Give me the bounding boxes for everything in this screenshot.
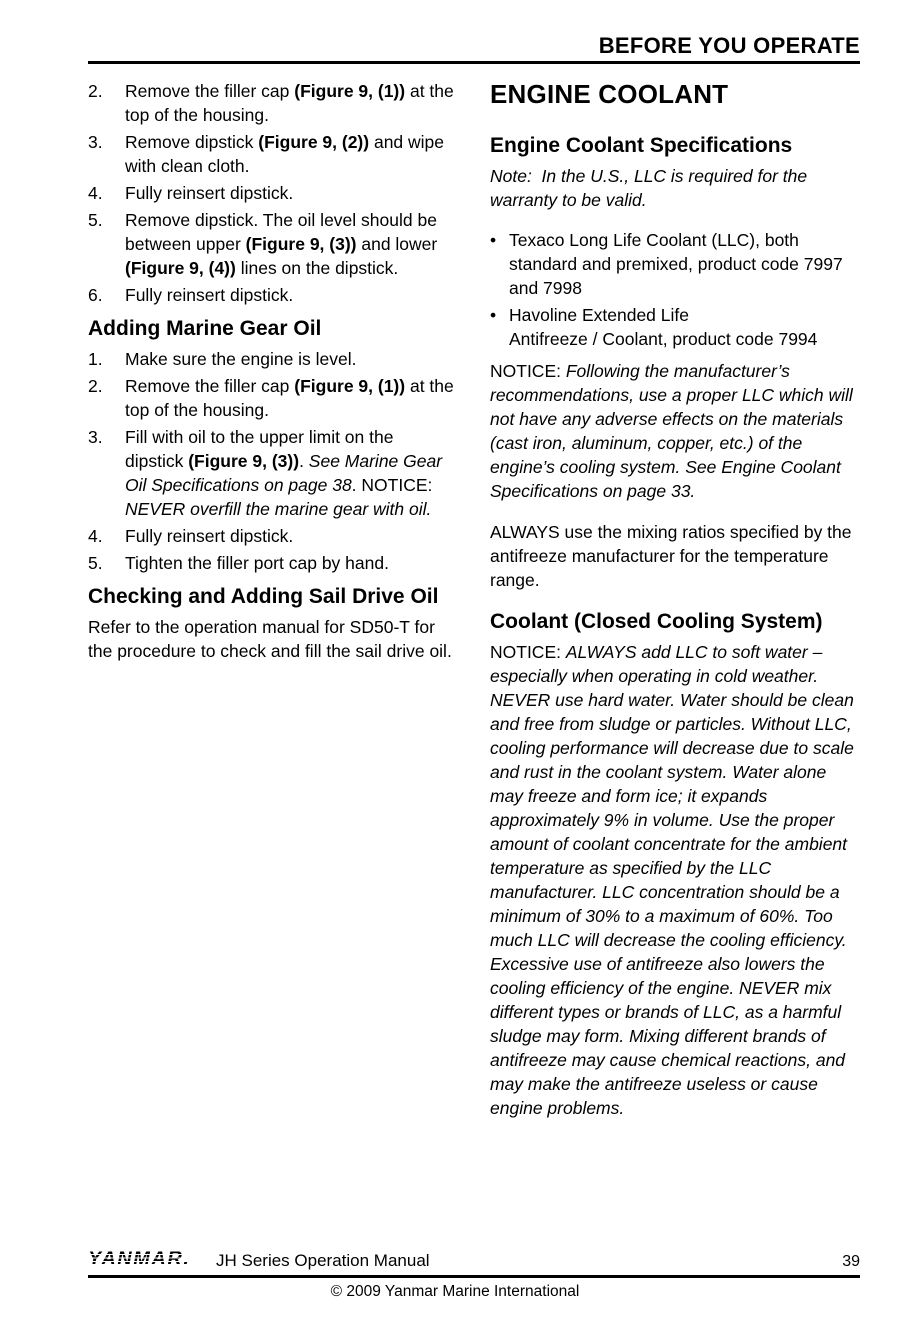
section-heading-adding-marine-gear-oil: Adding Marine Gear Oil	[88, 317, 322, 340]
bullet-item	[490, 228, 862, 300]
text-run: Make sure the engine is level.	[125, 349, 357, 369]
always-mixing-ratios-paragraph: ALWAYS use the mixing ratios specified by the antifreeze manufacturer for the temperature range.	[490, 522, 852, 590]
paragraph-sail-drive: Refer to the operation manual for SD50-T for the procedure to check and fill the sail drive oil.	[88, 617, 452, 661]
section-heading-sail-drive-oil: Checking and Adding Sail Drive Oil	[88, 585, 439, 608]
list-item-number: 4.	[88, 183, 103, 203]
text-run: . NOTICE:	[351, 475, 433, 495]
page-footer	[88, 1246, 860, 1274]
text-run: (Figure 9, (1))	[294, 376, 406, 396]
coolant-bullet-list	[490, 228, 862, 351]
list-item	[88, 181, 456, 205]
text-run: Fill with oil to the upper limit on the dipstick	[125, 427, 394, 471]
list-item	[88, 208, 456, 280]
note-paragraph	[490, 164, 862, 212]
list-item-number: 6.	[88, 285, 103, 305]
list-item	[88, 347, 456, 371]
text-run: Havoline Extended Life	[509, 305, 689, 325]
list-item	[88, 130, 456, 178]
numbered-list-checking-oil	[88, 79, 456, 307]
copyright-line: © 2009 Yanmar Marine International	[330, 1283, 580, 1300]
list-item-number: 5.	[88, 553, 103, 573]
text-run: Fully reinsert dipstick.	[125, 526, 294, 546]
text-run: Tighten the filler port cap by hand.	[125, 553, 389, 573]
list-item	[88, 283, 456, 307]
page-number: 39	[842, 1253, 860, 1270]
text-run: (Figure 9, (3))	[188, 451, 300, 471]
text-run: and lower	[356, 234, 438, 254]
text-run: (Figure 9, (1))	[294, 81, 406, 101]
bullet-icon: •	[490, 305, 497, 325]
text-run: Fully reinsert dipstick.	[125, 285, 294, 305]
left-column	[88, 79, 456, 680]
list-item	[88, 79, 456, 127]
text-run: Following the manufacturer’s recommendations, use a proper LLC which will not have any adverse effects on the materials (cast iron, aluminum, copper, etc.) of the engine’s cooling system. See Engine Coolant Specifications on page 33.	[490, 361, 853, 501]
text-run: NOTICE:	[490, 642, 566, 662]
list-item-text	[125, 551, 456, 575]
list-item-text	[125, 181, 456, 205]
list-item-text	[125, 374, 456, 422]
bullet-item	[490, 303, 862, 351]
right-column	[490, 79, 862, 1137]
text-run: lines on the dipstick.	[235, 258, 399, 278]
list-item	[88, 524, 456, 548]
text-run: Note: In the U.S., LLC is required for the warranty to be valid.	[490, 166, 808, 210]
list-item	[88, 374, 456, 422]
text-run: NOTICE:	[490, 361, 566, 381]
manual-title: JH Series Operation Manual	[216, 1251, 430, 1270]
text-run: Remove dipstick	[125, 132, 259, 152]
footer-rule	[88, 1275, 860, 1278]
list-item-number: 3.	[88, 132, 103, 152]
section-heading-coolant-specifications: Engine Coolant Specifications	[490, 134, 793, 157]
text-run: (Figure 9, (2))	[258, 132, 370, 152]
text-run: Texaco Long Life Coolant (LLC), both standard and premixed, product code 7997 and 7998	[509, 230, 843, 298]
list-item-number: 2.	[88, 81, 103, 101]
list-item-number: 4.	[88, 526, 103, 546]
bullet-icon: •	[490, 230, 497, 250]
text-run: (Figure 9, (4))	[125, 258, 236, 278]
text-run: .	[299, 451, 309, 471]
chapter-heading-engine-coolant: ENGINE COOLANT	[490, 79, 729, 109]
list-item-text	[125, 425, 456, 521]
notice-paragraph-specifications	[490, 359, 862, 503]
list-item-number: 5.	[88, 210, 103, 230]
text-run: at the top of the housing.	[125, 81, 454, 125]
section-heading-closed-cooling-system: Coolant (Closed Cooling System)	[490, 610, 823, 633]
list-item-number: 3.	[88, 427, 103, 447]
text-run: Remove the filler cap	[125, 376, 295, 396]
text-run: ALWAYS add LLC to soft water – especially when operating in cold weather. NEVER use hard water. Water should be clean and free from sludge or particles. Without LLC, cooling performance will decrease due to scale and rust in the coolant system. Water alone may freeze and form ice; it expands approximately 9% in volume. Use the proper amount of coolant concentrate for the ambient temperature as specified by the LLC manufacturer. LLC concentration should be a minimum of 30% to a maximum of 60%. Too much LLC will decrease the cooling efficiency. Excessive use of antifreeze also lowers the cooling efficiency of the engine. NEVER mix different types or brands of LLC, as a harmful sludge may form. Mixing different brands of antifreeze may cause chemical reactions, and may make the antifreeze useless or cause engine problems.	[490, 642, 854, 1118]
bullet-item-text	[509, 303, 862, 351]
text-run: Remove the filler cap	[125, 81, 295, 101]
text-run: and wipe with clean cloth.	[125, 132, 445, 176]
numbered-list-adding-gear-oil	[88, 347, 456, 575]
list-item	[88, 425, 456, 521]
text-run: at the top of the housing.	[125, 376, 454, 420]
text-run: Fully reinsert dipstick.	[125, 183, 294, 203]
list-item-text	[125, 347, 456, 371]
text-run: Remove dipstick. The oil level should be between upper	[125, 210, 437, 254]
bullet-item-text	[509, 228, 862, 300]
list-item-text	[125, 130, 456, 178]
notice-paragraph-closed-cooling	[490, 640, 862, 1120]
list-item-number: 2.	[88, 376, 103, 396]
text-run: NEVER overfill the marine gear with oil.	[125, 499, 432, 519]
header-rule	[88, 61, 860, 64]
list-item-text	[125, 524, 456, 548]
running-header-title: BEFORE YOU OPERATE	[598, 33, 860, 58]
list-item	[88, 551, 456, 575]
text-run: Antifreeze / Coolant, product code 7994	[509, 329, 818, 349]
text-run: (Figure 9, (3))	[245, 234, 357, 254]
list-item-text	[125, 208, 456, 280]
list-item-number: 1.	[88, 349, 103, 369]
text-run: See Marine Gear Oil Specifications on page 38	[125, 451, 443, 495]
list-item-text	[125, 79, 456, 127]
list-item-text	[125, 283, 456, 307]
yanmar-logo: YANMAR.	[88, 1248, 191, 1270]
